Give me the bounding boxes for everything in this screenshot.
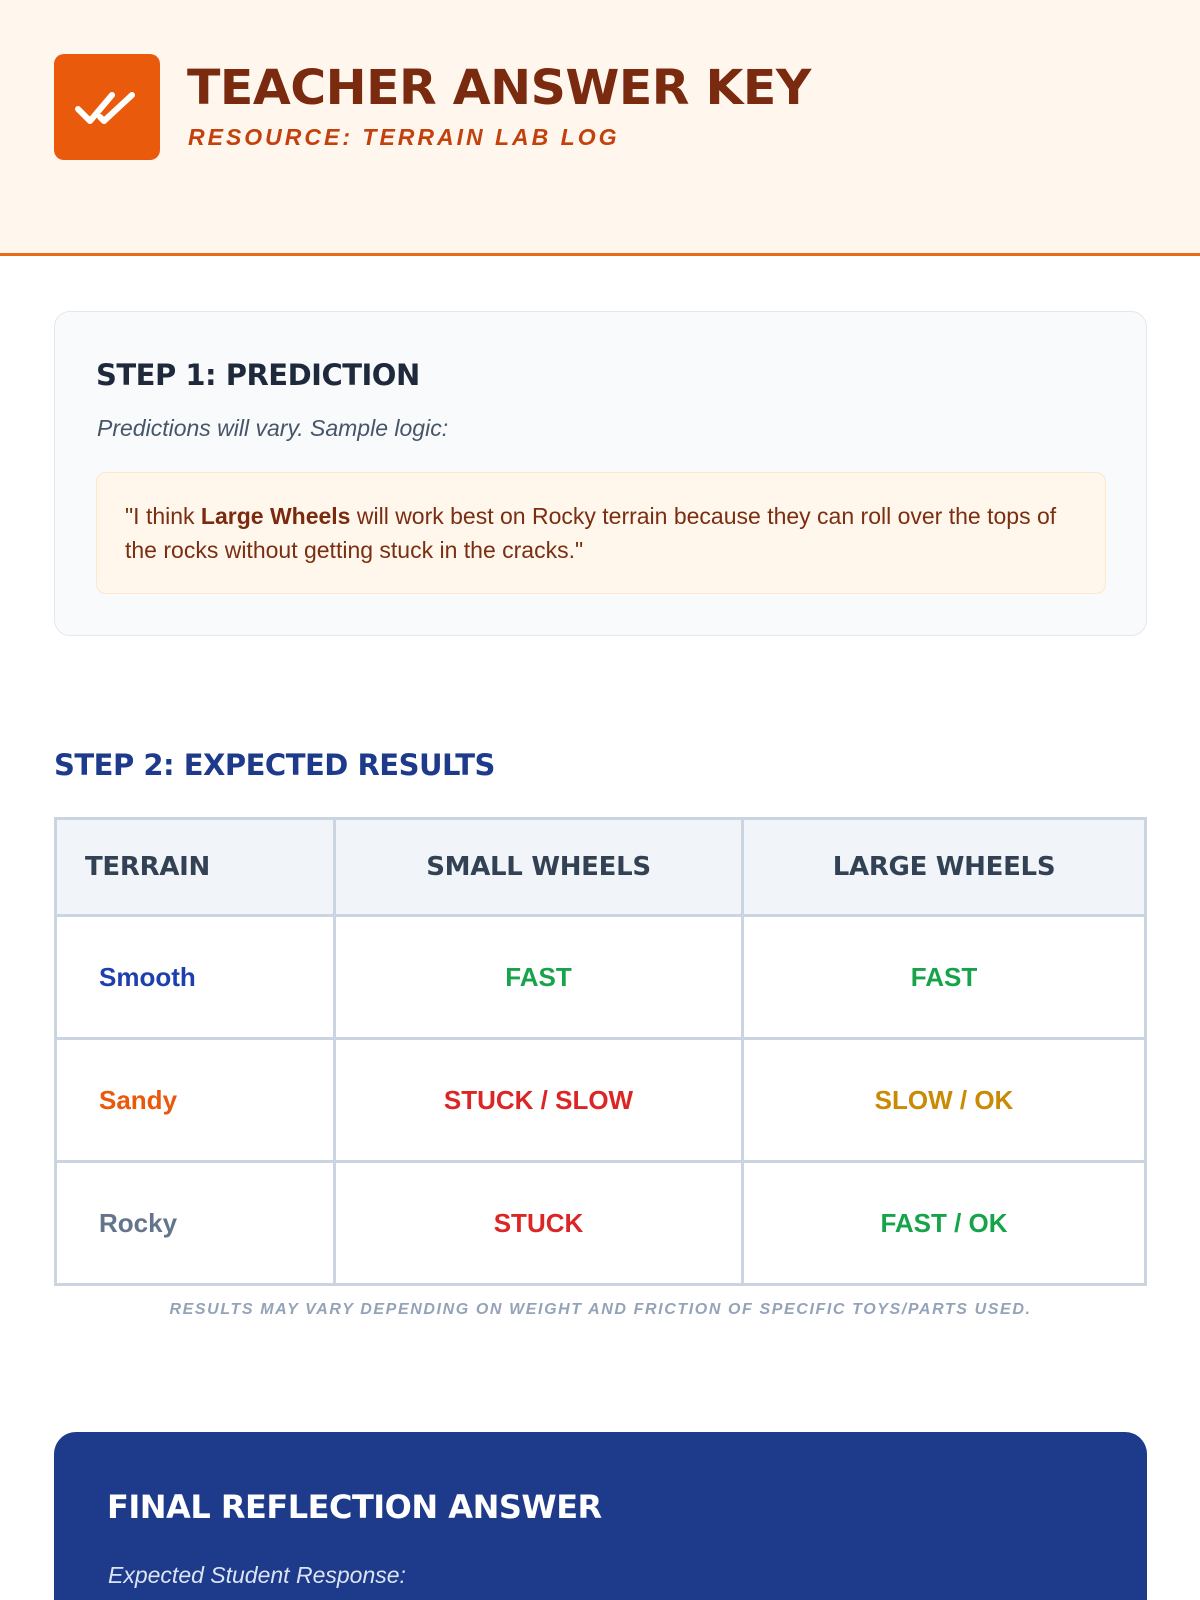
large-wheels-cell: SLOW / OK	[743, 1039, 1146, 1162]
header-small-wheels: SMALL WHEELS	[335, 819, 743, 916]
table-row	[56, 1162, 1146, 1285]
header-large-wheels: LARGE WHEELS	[743, 819, 1146, 916]
page-title: TEACHER ANSWER KEY	[187, 60, 811, 116]
table-row	[56, 916, 1146, 1039]
quote-text-end: will work best on Rocky terrain because they can roll over the tops of the rocks without getting stuck in the cracks."	[125, 503, 1057, 563]
expected-results-table	[54, 817, 1147, 1286]
small-wheels-cell: STUCK	[335, 1162, 743, 1285]
step1-note: Predictions will vary. Sample logic:	[97, 415, 449, 441]
final-reflection-title: FINAL REFLECTION ANSWER	[107, 1488, 602, 1526]
step2-title: STEP 2: EXPECTED RESULTS	[54, 748, 495, 782]
step1-title: STEP 1: PREDICTION	[96, 358, 420, 392]
table-header-row	[56, 819, 1146, 916]
terrain-cell: Rocky	[56, 1162, 335, 1285]
logo-badge	[54, 54, 160, 160]
quote-text-start: "I think	[125, 503, 201, 529]
table-row	[56, 1039, 1146, 1162]
terrain-cell: Sandy	[56, 1039, 335, 1162]
small-wheels-cell: FAST	[335, 916, 743, 1039]
small-wheels-cell: STUCK / SLOW	[335, 1039, 743, 1162]
final-reflection-card	[54, 1432, 1147, 1600]
large-wheels-cell: FAST / OK	[743, 1162, 1146, 1285]
results-footnote: RESULTS MAY VARY DEPENDING ON WEIGHT AND FRICTION OF SPECIFIC TOYS/PARTS USED.	[169, 1301, 1032, 1318]
large-wheels-cell: FAST	[743, 916, 1146, 1039]
sample-prediction-quote	[96, 472, 1106, 594]
expected-response-label: Expected Student Response:	[108, 1562, 406, 1588]
prediction-card	[54, 311, 1147, 636]
double-check-icon	[75, 85, 139, 129]
page-subtitle: RESOURCE: TERRAIN LAB LOG	[188, 124, 620, 150]
page-header	[0, 0, 1200, 256]
header-terrain: TERRAIN	[56, 819, 335, 916]
terrain-cell: Smooth	[56, 916, 335, 1039]
quote-highlight: Large Wheels	[200, 503, 351, 529]
